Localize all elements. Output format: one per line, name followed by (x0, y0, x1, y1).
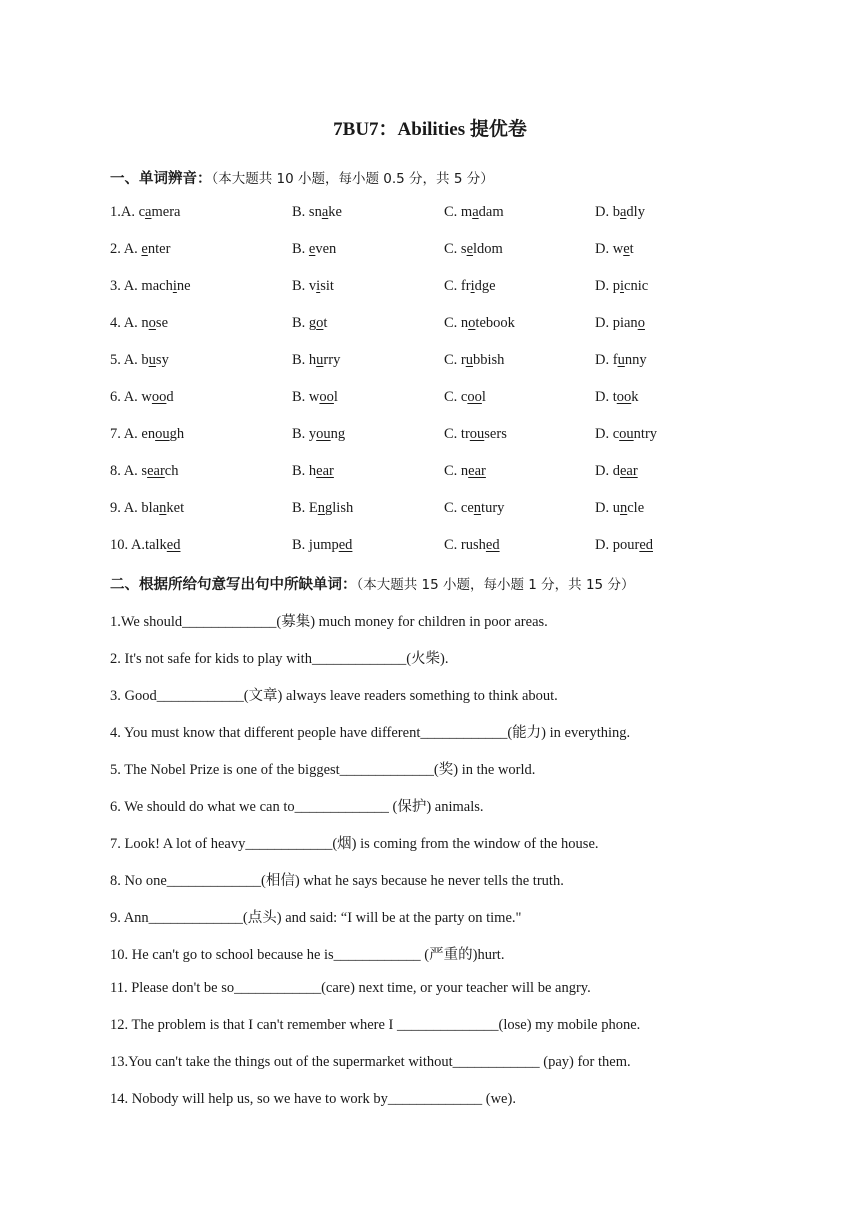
option-text: l (481, 389, 486, 405)
underlined-letters: a (472, 204, 479, 220)
underlined-letters: o (468, 315, 476, 331)
underlined-letters: n (619, 500, 628, 516)
underlined-letters: a (145, 204, 152, 220)
option-text: B. jump (292, 537, 339, 553)
option (595, 315, 645, 332)
option-text: C. n (444, 463, 469, 479)
option-text: C. tr (444, 426, 470, 442)
underlined-letters: o (316, 315, 324, 331)
page-title: 7BU7：Abilities 提优卷 (333, 119, 527, 140)
underlined-letters: e (623, 241, 630, 257)
option (444, 389, 486, 406)
underlined-letters: i (316, 278, 321, 294)
option-text: D. w (595, 241, 624, 257)
option-text: rry (323, 352, 341, 368)
option-text: ne (176, 278, 191, 294)
option-text: ntry (633, 426, 658, 442)
option-text: B. w (292, 389, 320, 405)
underlined-letters: e (308, 241, 316, 257)
option-text: l (333, 389, 338, 405)
section1-title: 一、单词辨音： (110, 171, 212, 187)
option-text: D. b (595, 204, 620, 220)
fill-in-item: 10. He can't go to school because he is____________ (严重的)hurt. (110, 947, 505, 963)
option (292, 463, 334, 480)
option-text: ke (328, 204, 342, 220)
underlined-letters: a (321, 204, 329, 220)
question-row (110, 241, 750, 263)
option (444, 500, 504, 517)
option-text: C. s (444, 241, 467, 257)
underlined-letters: o (637, 315, 645, 331)
underlined-letters: oo (467, 389, 482, 405)
option (110, 241, 170, 258)
section2-title: 二、根据所给句意写出句中所缺单词： (110, 577, 357, 593)
underlined-letters: u (316, 352, 324, 368)
underlined-letters: u (148, 352, 156, 368)
option-text: D. f (595, 352, 618, 368)
fill-in-item: 8. No one_____________(相信) what he says because he never tells the truth. (110, 873, 564, 889)
option (292, 537, 352, 554)
fill-in-item: 13.You can't take the things out of the supermarket without____________ (pay) for them. (110, 1054, 631, 1070)
option (292, 426, 345, 443)
question-row (110, 352, 750, 374)
option-text: sit (320, 278, 334, 294)
option (110, 500, 184, 517)
option-text: D. pour (595, 537, 640, 553)
option (595, 537, 653, 554)
option-text: 3. A. mach (110, 278, 173, 294)
option-text: dly (626, 204, 645, 220)
underlined-letters: e (466, 241, 474, 257)
option-text: B. E (292, 500, 318, 516)
option-text: t (323, 315, 328, 331)
option-text: C. r (444, 352, 466, 368)
option-text: C. rush (444, 537, 486, 553)
underlined-letters: ou (469, 426, 485, 442)
underlined-letters: ear (147, 463, 165, 479)
option (110, 352, 169, 369)
option-text: B. h (292, 463, 317, 479)
option (444, 241, 503, 258)
section1-heading (110, 167, 494, 188)
option (444, 426, 507, 443)
option (595, 241, 634, 258)
option-text: ven (315, 241, 337, 257)
option (444, 352, 504, 369)
option-text: 5. A. b (110, 352, 149, 368)
option (292, 241, 336, 258)
option-text: 6. A. w (110, 389, 152, 405)
underlined-letters: n (159, 500, 167, 516)
option-text: 2. A. (110, 241, 142, 257)
option (595, 204, 645, 221)
fill-in-item: 1.We should_____________(募集) much money for children in poor areas. (110, 614, 548, 630)
option-text: ket (166, 500, 185, 516)
underlined-letters: a (619, 204, 627, 220)
fill-in-item: 5. The Nobel Prize is one of the biggest_____________(奖) in the world. (110, 762, 536, 778)
section2-note: （本大题共 15 小题，每小题 1 分，共 15 分） (356, 577, 635, 593)
question-row (110, 204, 750, 226)
option-text: sers (484, 426, 507, 442)
option (110, 204, 180, 221)
option-text: D. p (595, 278, 620, 294)
option-text: D. d (595, 463, 620, 479)
underlined-letters: oo (319, 389, 334, 405)
option-text: d (166, 389, 174, 405)
option-text: C. ce (444, 500, 474, 516)
option-text: cle (627, 500, 645, 516)
question-row (110, 463, 750, 485)
option-text: bbish (473, 352, 505, 368)
option (595, 426, 657, 443)
option-text: D. t (595, 389, 617, 405)
underlined-letters: oo (616, 389, 632, 405)
option (444, 315, 515, 332)
option-text: 10. A.talk (110, 537, 167, 553)
option-text: glish (325, 500, 354, 516)
option-text: nter (147, 241, 171, 257)
option-text: tebook (475, 315, 515, 331)
option-text: D. u (595, 500, 620, 516)
underlined-letters: i (172, 278, 177, 294)
option-text: ldom (473, 241, 503, 257)
fill-in-item: 4. You must know that different people have different____________(能力) in everything. (110, 725, 631, 741)
option (110, 426, 184, 443)
option-text: D. pian (595, 315, 638, 331)
option-text: B. g (292, 315, 317, 331)
underlined-letters: i (619, 278, 625, 294)
option-text: ch (164, 463, 179, 479)
option-text: 7. A. en (110, 426, 156, 442)
option-text: ng (330, 426, 346, 442)
option (110, 389, 174, 406)
option (292, 500, 353, 517)
underlined-letters: ou (316, 426, 331, 442)
option-text: dam (478, 204, 504, 220)
option-text: B. y (292, 426, 317, 442)
option (595, 278, 648, 295)
underlined-letters: ear (316, 463, 334, 479)
option-text: C. c (444, 389, 468, 405)
option (595, 463, 638, 480)
option-text: C. m (444, 204, 473, 220)
option-text: 4. A. n (110, 315, 149, 331)
option-text: D. c (595, 426, 620, 442)
option (110, 315, 168, 332)
underlined-letters: ed (485, 537, 500, 553)
underlined-letters: ear (619, 463, 638, 479)
option-text: B. (292, 241, 309, 257)
option-text: mera (151, 204, 181, 220)
underlined-letters: u (617, 352, 625, 368)
underlined-letters: ed (338, 537, 353, 553)
option (595, 352, 647, 369)
option-text: B. h (292, 352, 317, 368)
underlined-letters: ou (155, 426, 170, 442)
underlined-letters: oo (151, 389, 167, 405)
underlined-letters: ear (468, 463, 486, 479)
option-text: 8. A. s (110, 463, 148, 479)
option (292, 315, 327, 332)
underlined-letters: ed (639, 537, 653, 553)
fill-in-item: 12. The problem is that I can't remember where I ______________(lose) my mobile phone. (110, 1017, 641, 1033)
option (292, 389, 338, 406)
option-text: B. v (292, 278, 317, 294)
underlined-letters: ed (166, 537, 181, 553)
option-text: nny (624, 352, 647, 368)
option (444, 204, 504, 221)
option-text: C. n (444, 315, 469, 331)
option (110, 537, 180, 554)
option (595, 500, 644, 517)
option-text: t (629, 241, 634, 257)
section2-heading (110, 573, 634, 594)
question-row (110, 315, 750, 337)
question-row (110, 537, 750, 559)
option (292, 278, 334, 295)
option-text: 1.A. c (110, 204, 146, 220)
underlined-letters: e (141, 241, 148, 257)
underlined-letters: i (470, 278, 475, 294)
option-text: dge (474, 278, 496, 294)
option-text: sy (155, 352, 169, 368)
fill-in-item: 11. Please don't be so____________(care) next time, or your teacher will be angry. (110, 980, 591, 996)
option (595, 389, 639, 406)
option-text: cnic (624, 278, 649, 294)
option (110, 463, 178, 480)
option (444, 278, 496, 295)
option-text: k (631, 389, 639, 405)
question-row (110, 500, 750, 522)
underlined-letters: n (473, 500, 482, 516)
underlined-letters: u (465, 352, 473, 368)
question-row (110, 278, 750, 300)
option (110, 278, 191, 295)
underlined-letters: ou (619, 426, 634, 442)
question-row (110, 389, 750, 411)
fill-in-item: 6. We should do what we can to_____________ (保护) animals. (110, 799, 484, 815)
fill-in-item: 3. Good____________(文章) always leave readers something to think about. (110, 688, 558, 704)
fill-in-item: 9. Ann_____________(点头) and said: “I will be at the party on time." (110, 910, 522, 926)
underlined-letters: n (317, 500, 326, 516)
section1-note: （本大题共 10 小题，每小题 0.5 分，共 5 分） (211, 171, 494, 187)
fill-in-item: 2. It's not safe for kids to play with_____________(火柴). (110, 651, 449, 667)
option (292, 352, 340, 369)
option-text: gh (169, 426, 185, 442)
option (444, 537, 500, 554)
fill-in-item: 14. Nobody will help us, so we have to work by_____________ (we). (110, 1091, 516, 1107)
option-text: 9. A. bla (110, 500, 160, 516)
fill-in-item: 7. Look! A lot of heavy____________(烟) is coming from the window of the house. (110, 836, 599, 852)
option-text: B. sn (292, 204, 322, 220)
question-row (110, 426, 750, 448)
option (292, 204, 342, 221)
option (444, 463, 486, 480)
underlined-letters: o (148, 315, 156, 331)
option-text: tury (481, 500, 505, 516)
option-text: C. fr (444, 278, 471, 294)
option-text: se (155, 315, 169, 331)
